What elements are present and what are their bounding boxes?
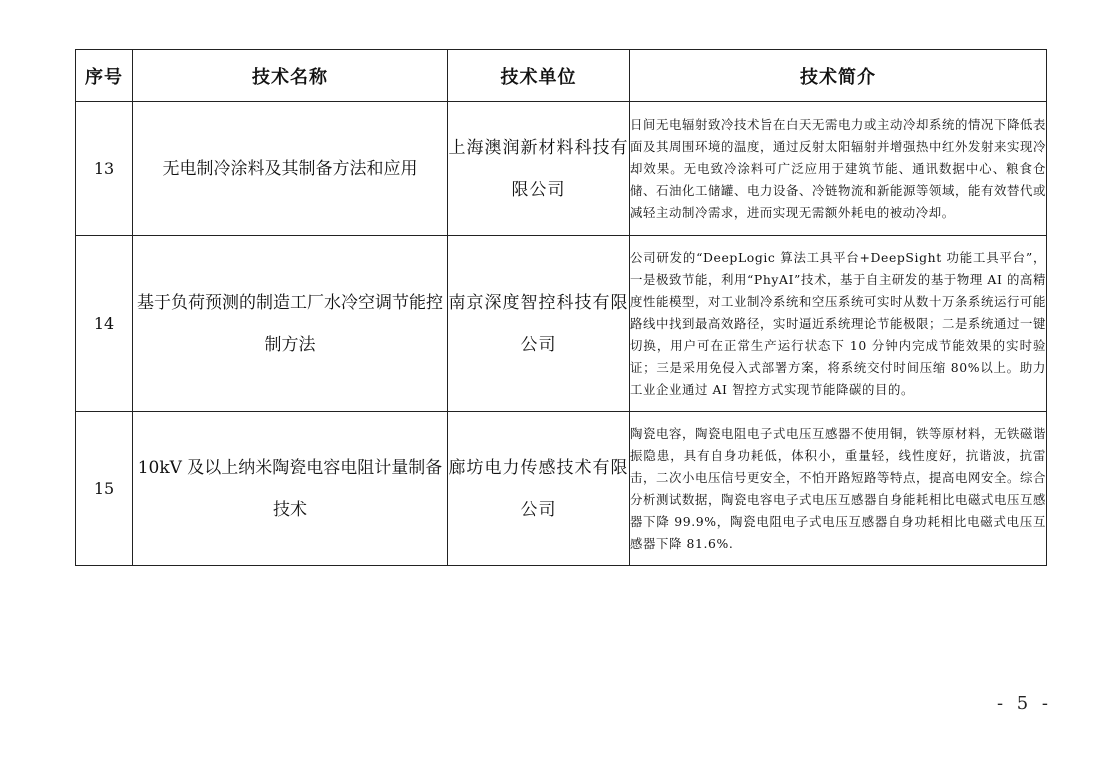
header-tech-description: 技术简介 [630,50,1047,102]
table-body [76,102,1047,566]
header-tech-unit: 技术单位 [448,50,630,102]
table-header [76,50,1047,102]
row-tech-unit: 上海澳润新材料科技有限公司 [448,102,630,236]
header-serial-number: 序号 [76,50,133,102]
row-tech-unit: 南京深度智控科技有限公司 [448,236,630,412]
row-serial-number: 13 [76,102,133,236]
row-tech-description: 公司研发的“DeepLogic 算法工具平台+DeepSight 功能工具平台”，一是极致节能，利用“PhyAI”技术，基于自主研发的基于物理 AI 的高精度性能模型，对工业制冷系统和空压系统可实时从数十万条系统运行可能路线中找到最高效路径，实时逼近系统理论节能极限；二是系统通过一键切换，用户可在正常生产运行状态下 10 分钟内完成节能效果的实时验证；三是采用免侵入式部署方案，将系统交付时间压缩 80%以上。助力工业企业通过 AI 智控方式实现节能降碳的目的。 [630,236,1047,412]
row-serial-number: 15 [76,412,133,566]
row-tech-name: 10kV 及以上纳米陶瓷电容电阻计量制备技术 [133,412,448,566]
row-tech-name: 基于负荷预测的制造工厂水冷空调节能控制方法 [133,236,448,412]
table-row [76,102,1047,236]
row-tech-unit: 廊坊电力传感技术有限公司 [448,412,630,566]
row-tech-description: 日间无电辐射致冷技术旨在白天无需电力或主动冷却系统的情况下降低表面及其周围环境的温度，通过反射太阳辐射并增强热中红外发射来实现冷却效果。无电致冷涂料可广泛应用于建筑节能、通讯数据中心、粮食仓储、石油化工储罐、电力设备、冷链物流和新能源等领域，能有效替代或减轻主动制冷需求，进而实现无需额外耗电的被动冷却。 [630,102,1047,236]
header-tech-name: 技术名称 [133,50,448,102]
table-row [76,236,1047,412]
row-tech-name: 无电制冷涂料及其制备方法和应用 [133,102,448,236]
page-number: - 5 - [996,693,1052,714]
row-tech-description: 陶瓷电容，陶瓷电阻电子式电压互感器不使用铜，铁等原材料，无铁磁谐振隐患，具有自身功耗低，体积小，重量轻，线性度好，抗谐波，抗雷击，二次小电压信号更安全，不怕开路短路等特点，提高电网安全。综合分析测试数据，陶瓷电容电子式电压互感器自身能耗相比电磁式电压互感器下降 99.9%，陶瓷电阻电子式电压互感器自身功耗相比电磁式电压互感器下降 81.6%. [630,412,1047,566]
table-row [76,412,1047,566]
technology-table [75,49,1047,566]
header-row [76,50,1047,102]
row-serial-number: 14 [76,236,133,412]
